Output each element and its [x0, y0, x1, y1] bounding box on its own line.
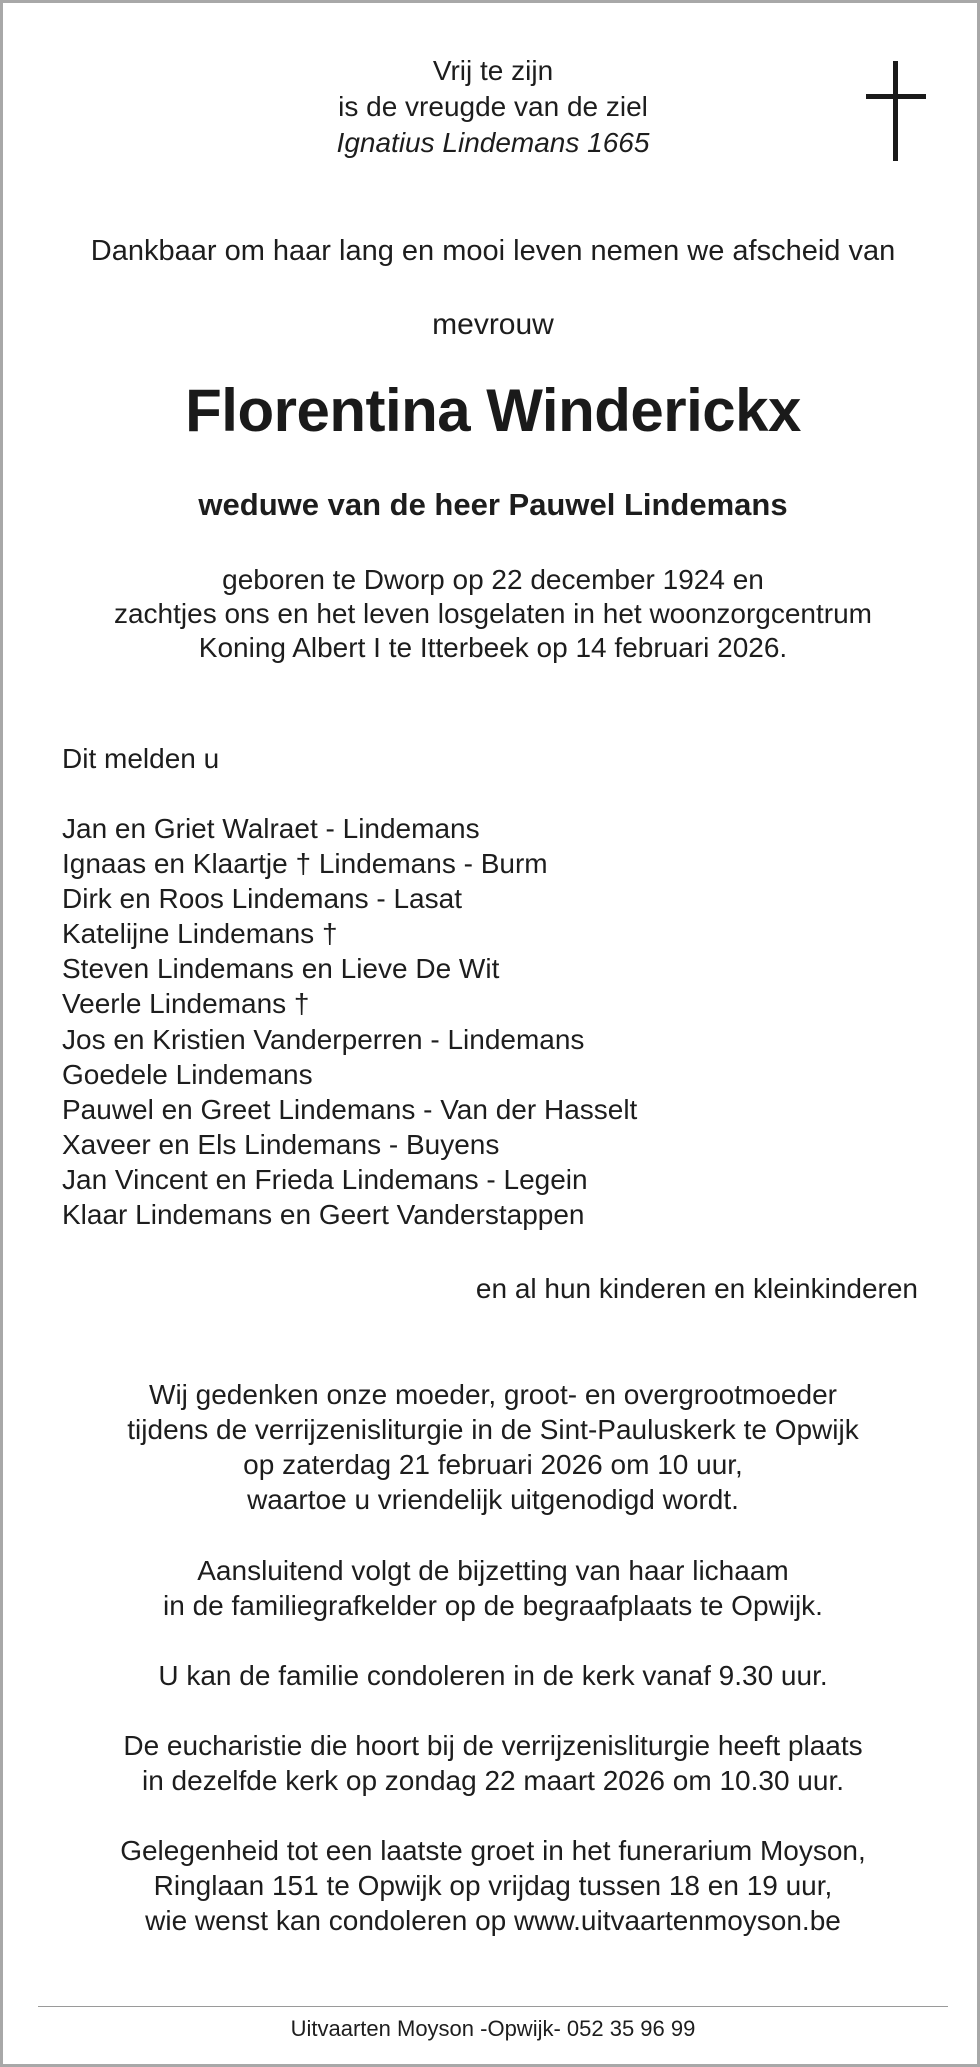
family-member: Klaar Lindemans en Geert Vanderstappen — [62, 1199, 585, 1231]
eucharist-paragraph — [3, 1728, 980, 1798]
closing-line: en al hun kinderen en kleinkinderen — [475, 1273, 918, 1304]
bio-line: geboren te Dworp op 22 december 1924 en — [222, 564, 764, 595]
deceased-name: Florentina Winderickx — [185, 377, 801, 444]
family-member: Veerle Lindemans † — [62, 988, 310, 1020]
eucharist-line: in dezelfde kerk op zondag 22 maart 2026 om 10.30 uur. — [141, 1765, 845, 1796]
bio-line: zachtjes ons en het leven losgelaten in het woonzorgcentrum — [113, 598, 873, 629]
liturgy-line: tijdens de verrijzenisliturgie in de Sint-Pauluskerk te Opwijk — [127, 1414, 859, 1445]
family-member: Jos en Kristien Vanderperren - Lindemans — [62, 1023, 585, 1055]
family-member: Pauwel en Greet Lindemans - Van der Hasselt — [62, 1093, 638, 1125]
epigraph — [263, 53, 723, 161]
epigraph-line-1: Vrij te zijn — [432, 55, 554, 86]
footer-contact: Uitvaarten Moyson -Opwijk- 052 35 96 99 — [290, 2016, 696, 2041]
family-list — [62, 811, 637, 1232]
liturgy-line: op zaterdag 21 februari 2026 om 10 uur, — [243, 1449, 743, 1480]
family-member: Katelijne Lindemans † — [62, 918, 338, 950]
biography — [3, 563, 980, 665]
family-member: Jan en Griet Walraet - Lindemans — [62, 813, 480, 844]
family-member: Goedele Lindemans — [62, 1058, 313, 1090]
latin-cross-icon — [866, 61, 926, 161]
family-member: Jan Vincent en Frieda Lindemans - Legein — [62, 1163, 588, 1195]
eucharist-line: De eucharistie die hoort bij de verrijzenisliturgie heeft plaats — [123, 1730, 863, 1761]
farewell-line: Gelegenheid tot een laatste groet in het funerarium Moyson, — [120, 1835, 866, 1866]
epigraph-line-2: is de vreugde van de ziel — [338, 91, 648, 122]
bio-line: Koning Albert I te Itterbeek op 14 februari 2026. — [198, 632, 788, 663]
widow-of: weduwe van de heer Pauwel Lindemans — [198, 487, 788, 522]
intro-text: Dankbaar om haar lang en mooi leven nemen we afscheid van — [90, 235, 896, 267]
burial-line: in de familiegrafkelder op de begraafplaats te Opwijk. — [163, 1590, 823, 1621]
condolence-paragraph: U kan de familie condoleren in de kerk vanaf 9.30 uur. — [158, 1660, 828, 1691]
family-member: Dirk en Roos Lindemans - Lasat — [62, 883, 462, 915]
farewell-line: Ringlaan 151 te Opwijk op vrijdag tussen 18 en 19 uur, — [153, 1870, 833, 1901]
burial-paragraph — [3, 1553, 980, 1623]
liturgy-line: waartoe u vriendelijk uitgenodigd wordt. — [247, 1484, 739, 1515]
announce-text: Dit melden u — [62, 743, 220, 774]
liturgy-line: Wij gedenken onze moeder, groot- en overgrootmoeder — [149, 1379, 837, 1410]
burial-line: Aansluitend volgt de bijzetting van haar lichaam — [197, 1555, 789, 1586]
farewell-paragraph — [3, 1833, 980, 1938]
epigraph-attribution: Ignatius Lindemans 1665 — [336, 127, 650, 158]
family-member: Ignaas en Klaartje † Lindemans - Burm — [62, 848, 548, 880]
honorific: mevrouw — [432, 308, 554, 341]
farewell-line: wie wenst kan condoleren op www.uitvaartenmoyson.be — [145, 1905, 841, 1936]
family-member: Xaveer en Els Lindemans - Buyens — [62, 1128, 500, 1160]
footer-divider — [38, 2006, 948, 2007]
family-member: Steven Lindemans en Lieve De Wit — [62, 953, 500, 985]
liturgy-paragraph — [3, 1377, 980, 1517]
